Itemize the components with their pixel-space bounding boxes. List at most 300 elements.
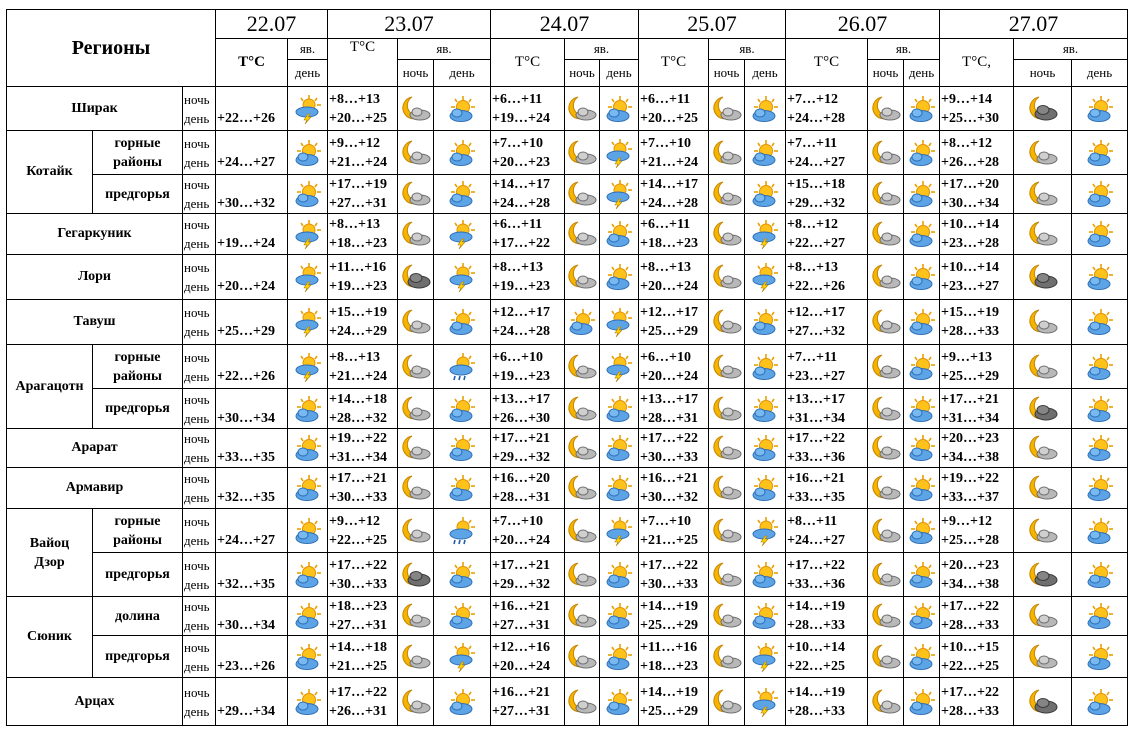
night-temp: +17…+22 <box>329 557 387 573</box>
moon-cloud-icon <box>565 636 600 678</box>
night-label: ночь <box>184 177 210 192</box>
moon-cloud-icon <box>1014 509 1072 553</box>
period-labels <box>183 509 216 553</box>
sun-cloud-icon <box>434 597 491 636</box>
day-temp: +32…+35 <box>217 490 275 505</box>
day-temp: +23…+27 <box>787 368 845 384</box>
temperature-cell <box>786 636 868 678</box>
sun-cloud-icon <box>600 429 639 468</box>
day-temp: +30…+32 <box>217 196 275 211</box>
sun-cloud-icon <box>600 553 639 597</box>
sun-cloud-icon <box>600 87 639 131</box>
sun-cloud-icon <box>1072 255 1128 300</box>
subregion-name: предгорья <box>93 553 183 597</box>
temperature-cell <box>216 87 288 131</box>
night-temp: +6…+11 <box>492 217 543 232</box>
moon-cloud-icon <box>565 597 600 636</box>
sun-cloud-icon <box>288 509 328 553</box>
moon-cloud-icon <box>1014 597 1072 636</box>
sun-storm-icon <box>288 87 328 131</box>
night-temp: +8…+13 <box>329 91 380 107</box>
moon-cloud-icon <box>868 597 904 636</box>
temperature-cell <box>786 509 868 553</box>
night-temp: +8…+13 <box>492 260 543 275</box>
night-temp: +14…+18 <box>329 639 387 655</box>
night-temp: +8…+13 <box>787 260 838 275</box>
day-temp: +28…+31 <box>640 410 698 426</box>
date-header: 27.07 <box>940 10 1128 39</box>
moon-cloud-icon <box>709 678 745 726</box>
moon-cloud-icon <box>868 429 904 468</box>
sun-cloud-icon <box>904 175 940 214</box>
sun-cloud-icon <box>745 300 786 345</box>
night-temp: +7…+12 <box>787 91 838 107</box>
night-temp: +8…+12 <box>941 135 992 151</box>
sun-cloud-icon <box>434 389 491 429</box>
sun-cloud-icon <box>904 87 940 131</box>
night-label: ночь <box>184 639 210 655</box>
sun-cloud-icon <box>288 389 328 429</box>
subregion-name: горные районы <box>93 131 183 175</box>
night-temp: +8…+13 <box>640 260 691 275</box>
table-row <box>7 553 1128 597</box>
sun-cloud-icon <box>1072 87 1128 131</box>
day-temp: +23…+27 <box>941 279 999 294</box>
sun-storm-icon <box>600 175 639 214</box>
moon-cloud-dark-icon <box>1014 87 1072 131</box>
moon-cloud-icon <box>709 255 745 300</box>
night-temp <box>217 175 287 194</box>
table-row <box>7 468 1128 509</box>
sun-cloud-icon <box>600 597 639 636</box>
temperature-cell <box>940 429 1014 468</box>
temp-header: T°C <box>786 39 868 87</box>
moon-cloud-icon <box>709 553 745 597</box>
sun-cloud-icon <box>904 345 940 389</box>
moon-cloud-icon <box>565 468 600 509</box>
sun-cloud-icon <box>745 389 786 429</box>
moon-cloud-icon <box>398 468 434 509</box>
sun-cloud-icon <box>1072 636 1128 678</box>
temperature-cell <box>216 389 288 429</box>
night-label: ночь <box>184 513 210 529</box>
day-temp: +33…+35 <box>217 450 275 465</box>
day-label: день <box>184 490 210 505</box>
sun-cloud-icon <box>434 678 491 726</box>
sun-cloud-icon <box>434 175 491 214</box>
period-labels <box>183 87 216 131</box>
phenomenon-header: яв. <box>398 39 491 60</box>
temperature-cell <box>940 300 1014 345</box>
moon-cloud-icon <box>565 214 600 255</box>
sun-cloud-icon <box>288 678 328 726</box>
moon-cloud-icon <box>709 636 745 678</box>
day-temp: +24…+27 <box>787 154 845 170</box>
moon-cloud-icon <box>868 678 904 726</box>
day-temp: +33…+36 <box>787 576 845 592</box>
night-header: ночь <box>709 60 745 87</box>
day-temp: +20…+24 <box>492 658 550 674</box>
sun-storm-icon <box>600 300 639 345</box>
phenomenon-header: яв. <box>1014 39 1128 60</box>
night-temp <box>217 348 287 367</box>
day-temp: +21…+25 <box>329 658 387 674</box>
day-temp: +29…+34 <box>217 703 275 719</box>
moon-cloud-icon <box>398 636 434 678</box>
night-label: ночь <box>184 684 210 700</box>
day-temp: +33…+36 <box>787 450 845 465</box>
day-label: день <box>184 279 210 294</box>
sun-cloud-icon <box>1072 345 1128 389</box>
temperature-cell <box>216 468 288 509</box>
day-temp: +19…+24 <box>217 236 275 251</box>
period-labels <box>183 597 216 636</box>
day-temp: +31…+34 <box>329 450 387 465</box>
sun-cloud-icon <box>904 131 940 175</box>
temperature-cell <box>491 468 565 509</box>
temperature-cell <box>639 255 709 300</box>
night-temp: +17…+22 <box>787 557 845 573</box>
day-temp: +22…+25 <box>329 532 387 548</box>
day-temp: +27…+31 <box>492 618 550 633</box>
moon-cloud-icon <box>398 429 434 468</box>
night-label: ночь <box>184 91 210 107</box>
table-body <box>7 87 1128 726</box>
night-temp: +17…+21 <box>492 557 550 573</box>
night-temp: +15…+19 <box>941 305 999 320</box>
moon-cloud-icon <box>398 175 434 214</box>
moon-cloud-icon <box>709 389 745 429</box>
night-temp: +11…+16 <box>329 260 387 275</box>
day-temp: +28…+33 <box>941 703 999 719</box>
sun-cloud-icon <box>904 509 940 553</box>
sun-cloud-icon <box>1072 509 1128 553</box>
sun-cloud-icon <box>745 175 786 214</box>
day-temp: +28…+33 <box>787 618 845 633</box>
table-row <box>7 345 1128 389</box>
table-row <box>7 87 1128 131</box>
temperature-cell <box>639 214 709 255</box>
temperature-cell <box>639 553 709 597</box>
night-temp: +7…+10 <box>492 135 543 151</box>
moon-cloud-icon <box>709 597 745 636</box>
temp-header: T°C <box>491 39 565 87</box>
temperature-cell <box>491 509 565 553</box>
night-temp: +8…+11 <box>787 513 838 529</box>
temperature-cell <box>491 87 565 131</box>
day-temp: +26…+30 <box>492 410 550 426</box>
temperature-cell <box>639 429 709 468</box>
night-temp: +16…+21 <box>492 684 550 700</box>
temperature-cell <box>328 597 398 636</box>
day-temp: +22…+26 <box>217 110 275 126</box>
sun-cloud-icon <box>745 597 786 636</box>
day-temp: +25…+28 <box>941 532 999 548</box>
moon-cloud-icon <box>709 509 745 553</box>
day-temp: +24…+28 <box>640 196 698 211</box>
night-header: ночь <box>565 60 600 87</box>
night-temp: +18…+23 <box>329 599 387 614</box>
table-row <box>7 131 1128 175</box>
night-temp: +17…+22 <box>329 684 387 700</box>
night-temp: +14…+19 <box>787 599 845 614</box>
day-temp: +32…+35 <box>217 576 275 592</box>
day-label: день <box>184 410 210 426</box>
temperature-cell <box>639 131 709 175</box>
temperature-cell <box>786 429 868 468</box>
sun-cloud-icon <box>1072 175 1128 214</box>
temperature-cell <box>940 131 1014 175</box>
temperature-cell <box>216 131 288 175</box>
night-temp: +9…+12 <box>329 513 380 529</box>
temperature-cell <box>786 678 868 726</box>
night-temp: +17…+19 <box>329 177 387 192</box>
day-temp: +24…+28 <box>787 110 845 126</box>
sun-cloud-icon <box>288 553 328 597</box>
night-temp <box>217 390 287 409</box>
day-temp: +30…+34 <box>217 618 275 633</box>
day-temp: +18…+23 <box>329 236 387 251</box>
temperature-cell <box>216 553 288 597</box>
temperature-cell <box>940 214 1014 255</box>
night-temp: +15…+19 <box>329 305 387 320</box>
sun-cloud-icon <box>565 300 600 345</box>
night-temp: +13…+17 <box>787 391 845 407</box>
temperature-cell <box>216 345 288 389</box>
day-temp: +23…+26 <box>217 658 275 674</box>
night-temp <box>217 215 287 234</box>
moon-cloud-icon <box>565 175 600 214</box>
night-temp: +17…+22 <box>640 431 698 446</box>
region-name: Лори <box>7 255 183 300</box>
moon-cloud-icon <box>709 300 745 345</box>
day-temp: +31…+34 <box>941 410 999 426</box>
temperature-cell <box>639 175 709 214</box>
night-temp: +17…+22 <box>640 557 698 573</box>
sun-cloud-icon <box>1072 300 1128 345</box>
temperature-cell <box>328 636 398 678</box>
sun-cloud-icon <box>904 597 940 636</box>
temp-header: T°C <box>639 39 709 87</box>
period-labels <box>183 345 216 389</box>
sun-storm-icon <box>600 345 639 389</box>
day-label: день <box>184 703 210 719</box>
temp-header: T°C <box>216 39 288 87</box>
day-temp: +24…+27 <box>787 532 845 548</box>
region-name-line: Дзор <box>34 554 65 570</box>
moon-cloud-icon <box>398 214 434 255</box>
temperature-cell <box>491 553 565 597</box>
temperature-cell <box>940 468 1014 509</box>
sun-cloud-icon <box>904 553 940 597</box>
night-temp <box>217 597 287 616</box>
day-temp: +30…+34 <box>941 196 999 211</box>
night-temp: +7…+10 <box>640 135 691 151</box>
sun-cloud-icon <box>434 131 491 175</box>
moon-cloud-icon <box>565 345 600 389</box>
day-temp: +21…+24 <box>640 154 698 170</box>
temperature-cell <box>216 429 288 468</box>
sun-cloud-icon <box>434 300 491 345</box>
night-temp: +14…+17 <box>640 177 698 192</box>
sun-storm-icon <box>600 131 639 175</box>
temperature-cell <box>491 175 565 214</box>
night-temp: +17…+20 <box>941 177 999 192</box>
table-row <box>7 678 1128 726</box>
phenomenon-header: яв. <box>565 39 639 60</box>
day-header: день <box>288 60 328 87</box>
temperature-cell <box>940 597 1014 636</box>
temperature-cell <box>216 300 288 345</box>
period-labels <box>183 553 216 597</box>
temperature-cell <box>328 214 398 255</box>
moon-cloud-icon <box>398 131 434 175</box>
sun-storm-icon <box>434 214 491 255</box>
moon-cloud-icon <box>1014 131 1072 175</box>
day-temp: +29…+32 <box>492 450 550 465</box>
day-temp: +26…+31 <box>329 703 387 719</box>
forecast-table-wrapper <box>6 9 1128 726</box>
day-label: день <box>184 368 210 384</box>
sun-cloud-icon <box>745 429 786 468</box>
moon-cloud-icon <box>868 131 904 175</box>
region-name <box>7 509 93 597</box>
temperature-cell <box>786 553 868 597</box>
sun-cloud-icon <box>288 468 328 509</box>
day-temp: +25…+29 <box>941 368 999 384</box>
sun-cloud-icon <box>904 300 940 345</box>
temperature-cell <box>328 389 398 429</box>
day-temp: +26…+28 <box>941 154 999 170</box>
night-temp <box>217 134 287 153</box>
date-header: 25.07 <box>639 10 786 39</box>
day-temp: +27…+31 <box>329 196 387 211</box>
temperature-cell <box>491 345 565 389</box>
day-temp: +22…+25 <box>941 658 999 674</box>
date-header: 23.07 <box>328 10 491 39</box>
temperature-cell <box>491 597 565 636</box>
day-temp: +24…+27 <box>217 154 275 170</box>
night-temp <box>217 90 287 109</box>
night-label: ночь <box>184 260 210 275</box>
table-header <box>7 10 1128 87</box>
region-name: Котайк <box>7 131 93 214</box>
moon-cloud-icon <box>565 509 600 553</box>
table-row <box>7 214 1128 255</box>
sun-cloud-icon <box>600 678 639 726</box>
sun-cloud-icon <box>1072 597 1128 636</box>
subregion-name: предгорья <box>93 636 183 678</box>
date-header: 26.07 <box>786 10 940 39</box>
night-label: ночь <box>184 471 210 486</box>
night-temp <box>217 638 287 657</box>
moon-cloud-icon <box>709 131 745 175</box>
temperature-cell <box>328 255 398 300</box>
moon-cloud-icon <box>565 553 600 597</box>
day-temp: +24…+28 <box>492 196 550 211</box>
temperature-cell <box>786 175 868 214</box>
night-temp: +14…+19 <box>640 599 698 614</box>
sun-cloud-icon <box>600 636 639 678</box>
night-temp: +12…+17 <box>640 305 698 320</box>
night-temp <box>217 556 287 575</box>
day-temp: +25…+29 <box>640 324 698 339</box>
moon-cloud-icon <box>868 175 904 214</box>
day-header: день <box>600 60 639 87</box>
day-temp: +20…+23 <box>492 154 550 170</box>
temperature-cell <box>639 345 709 389</box>
moon-cloud-icon <box>868 214 904 255</box>
day-temp: +30…+33 <box>640 576 698 592</box>
period-labels <box>183 214 216 255</box>
day-temp: +27…+32 <box>787 324 845 339</box>
temperature-cell <box>940 87 1014 131</box>
night-temp: +17…+21 <box>941 391 999 407</box>
moon-cloud-icon <box>565 255 600 300</box>
day-label: день <box>184 450 210 465</box>
day-temp: +20…+24 <box>217 279 275 294</box>
temperature-cell <box>786 214 868 255</box>
day-header: день <box>1072 60 1128 87</box>
temperature-cell <box>216 255 288 300</box>
night-temp: +9…+12 <box>941 513 992 529</box>
moon-cloud-dark-icon <box>398 553 434 597</box>
moon-cloud-icon <box>868 468 904 509</box>
night-temp <box>217 683 287 702</box>
temperature-cell <box>940 636 1014 678</box>
day-temp: +19…+23 <box>492 279 550 294</box>
day-temp: +29…+32 <box>492 576 550 592</box>
night-temp: +20…+23 <box>941 557 999 573</box>
subregion-name: предгорья <box>93 175 183 214</box>
night-label: ночь <box>184 557 210 573</box>
temperature-cell <box>940 389 1014 429</box>
region-name: Арцах <box>7 678 183 726</box>
moon-cloud-icon <box>709 214 745 255</box>
table-row <box>7 175 1128 214</box>
day-temp: +30…+33 <box>329 490 387 505</box>
day-header: день <box>434 60 491 87</box>
night-temp: +8…+13 <box>329 217 380 232</box>
night-temp: +19…+22 <box>329 431 387 446</box>
temperature-cell <box>216 175 288 214</box>
day-temp: +28…+33 <box>941 618 999 633</box>
night-label: ночь <box>184 391 210 407</box>
moon-cloud-icon <box>868 509 904 553</box>
day-temp: +17…+22 <box>492 236 550 251</box>
moon-cloud-icon <box>565 131 600 175</box>
sun-cloud-icon <box>1072 468 1128 509</box>
day-temp: +28…+31 <box>492 490 550 505</box>
day-temp: +33…+37 <box>941 490 999 505</box>
sun-cloud-icon <box>600 214 639 255</box>
moon-cloud-icon <box>868 255 904 300</box>
night-temp <box>217 258 287 277</box>
day-label: день <box>184 154 210 170</box>
temperature-cell <box>216 509 288 553</box>
night-temp: +10…+14 <box>941 260 999 275</box>
night-temp: +6…+11 <box>640 91 691 107</box>
day-temp: +19…+24 <box>492 110 550 126</box>
sun-cloud-icon <box>904 214 940 255</box>
night-temp: +17…+22 <box>787 431 845 446</box>
moon-cloud-icon <box>868 389 904 429</box>
night-temp: +17…+22 <box>941 599 999 614</box>
temperature-cell <box>491 300 565 345</box>
sun-cloud-icon <box>1072 389 1128 429</box>
sun-cloud-icon <box>434 429 491 468</box>
temperature-cell <box>491 131 565 175</box>
